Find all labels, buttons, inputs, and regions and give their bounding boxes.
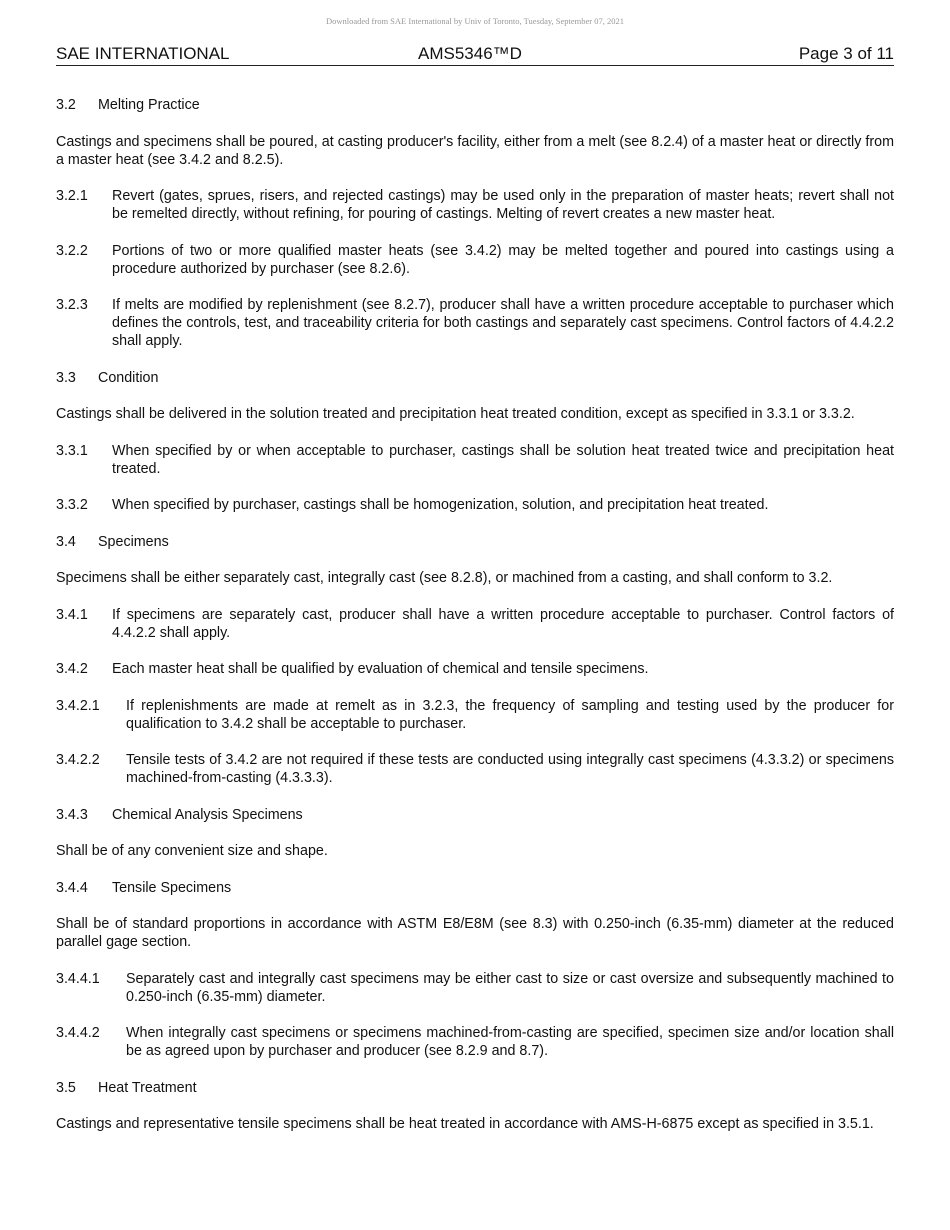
section-title: Heat Treatment — [98, 1079, 197, 1096]
clause-number: 3.4.2.1 — [56, 697, 100, 714]
clause-3-4-2-1 — [56, 697, 894, 733]
clause-text: When integrally cast specimens or specimens machined-from-casting are specified, specimen size and/or location shall be as agreed upon by purchaser and producer (see 8.2.9 and 8.7). — [126, 1025, 894, 1059]
section-number: 3.4 — [56, 533, 76, 550]
section-paragraph-3-4: Specimens shall be either separately cast, integrally cast (see 8.2.8), or machined from a casting, and shall conform to 3.2. — [56, 570, 833, 586]
clause-number: 3.4.2.2 — [56, 752, 100, 768]
clause-3-4-1 — [56, 606, 894, 642]
clause-text: If specimens are separately cast, producer shall have a written procedure acceptable to purchaser. Control factors of 4.4.2.2 shall apply. — [112, 606, 894, 641]
section-paragraph-3-3: Castings shall be delivered in the solution treated and precipitation heat treated condition, except as specified in 3.3.1 or 3.3.2. — [56, 406, 855, 422]
section-number: 3.4.3 — [56, 806, 88, 823]
section-paragraph-3-4-3: Shall be of any convenient size and shape. — [56, 843, 328, 859]
clause-number: 3.2.1 — [56, 188, 88, 204]
clause-text: When specified by or when acceptable to purchaser, castings shall be solution heat treated twice and precipitation heat treated. — [112, 442, 894, 477]
clause-3-3-1 — [56, 442, 894, 478]
clause-text: Separately cast and integrally cast specimens may be either cast to size or cast oversize and subsequently machined to 0.250-inch (6.35-mm) diameter. — [126, 970, 894, 1005]
clause-3-2-2 — [56, 242, 894, 278]
section-title: Specimens — [98, 533, 169, 550]
clause-3-3-2 — [56, 496, 894, 514]
section-heading-3-4-4 — [56, 879, 894, 897]
section-heading-3-4 — [56, 533, 894, 551]
clause-number: 3.2.2 — [56, 242, 88, 259]
clause-number: 3.4.2 — [56, 661, 88, 677]
clause-3-4-4-2 — [56, 1024, 894, 1060]
section-heading-3-5 — [56, 1079, 894, 1097]
clause-3-4-2 — [56, 660, 894, 678]
clause-text: Tensile tests of 3.4.2 are not required if these tests are conducted using integrally cast specimens (4.3.3.2) or specimens machined-from-casting (4.3.3.3). — [126, 752, 894, 786]
clause-text: If melts are modified by replenishment (see 8.2.7), producer shall have a written procedure acceptable to purchaser which defines the controls, test, and traceability criteria for both castings and separately cast specimens. Control factors of 4.4.2.2 shall apply. — [112, 297, 894, 349]
clause-text: Each master heat shall be qualified by evaluation of chemical and tensile specimens. — [112, 661, 649, 677]
page-header — [56, 43, 894, 66]
section-title: Condition — [98, 369, 159, 386]
clause-text: Revert (gates, sprues, risers, and rejected castings) may be used only in the preparation of master heats; revert shall not be remelted directly, without refining, for pouring of castings. Melting of revert creates a new master heat. — [112, 188, 894, 222]
section-title: Melting Practice — [98, 97, 200, 113]
section-number: 3.5 — [56, 1079, 76, 1096]
section-number: 3.3 — [56, 369, 76, 386]
clause-number: 3.4.4.2 — [56, 1025, 100, 1041]
section-number: 3.2 — [56, 97, 76, 113]
clause-3-2-3 — [56, 296, 894, 350]
section-number: 3.4.4 — [56, 879, 88, 896]
section-heading-3-3 — [56, 369, 894, 387]
clause-3-4-2-2 — [56, 751, 894, 787]
clause-3-2-1 — [56, 187, 894, 223]
section-title: Chemical Analysis Specimens — [112, 806, 303, 823]
clause-number: 3.3.2 — [56, 497, 88, 513]
download-note: Downloaded from SAE International by Univ of Toronto, Tuesday, September 07, 2021 — [325, 16, 625, 26]
clause-text: If replenishments are made at remelt as in 3.2.3, the frequency of sampling and testing used by the producer for qualification to 3.4.2 shall be acceptable to purchaser. — [126, 697, 894, 732]
clause-number: 3.4.1 — [56, 606, 88, 623]
clause-number: 3.3.1 — [56, 442, 88, 459]
section-paragraph-3-5: Castings and representative tensile specimens shall be heat treated in accordance with AMS-H-6875 except as specified in 3.5.1. — [56, 1116, 874, 1132]
section-title: Tensile Specimens — [112, 879, 232, 896]
clause-text: When specified by purchaser, castings shall be homogenization, solution, and precipitation heat treated. — [112, 497, 769, 513]
clause-3-4-4-1 — [56, 970, 894, 1006]
document-body — [56, 96, 894, 1152]
section-heading-3-4-3 — [56, 806, 894, 824]
section-paragraph-3-2: Castings and specimens shall be poured, at casting producer's facility, either from a melt (see 8.2.4) of a master heat or directly from a master heat (see 3.4.2 and 8.2.5). — [56, 133, 894, 168]
clause-number: 3.4.4.1 — [56, 970, 100, 987]
section-paragraph-3-4-4: Shall be of standard proportions in accordance with ASTM E8/E8M (see 8.3) with 0.250-inch (6.35-mm) diameter at the reduced parallel gage section. — [56, 916, 894, 950]
section-heading-3-2 — [56, 96, 894, 114]
clause-number: 3.2.3 — [56, 297, 88, 313]
header-page-number: Page 3 of 11 — [798, 44, 894, 63]
header-doc-id: AMS5346™D — [418, 44, 522, 63]
header-org: SAE INTERNATIONAL — [56, 44, 230, 63]
clause-text: Portions of two or more qualified master heats (see 3.4.2) may be melted together and poured into castings using a procedure authorized by purchaser (see 8.2.6). — [112, 242, 894, 277]
